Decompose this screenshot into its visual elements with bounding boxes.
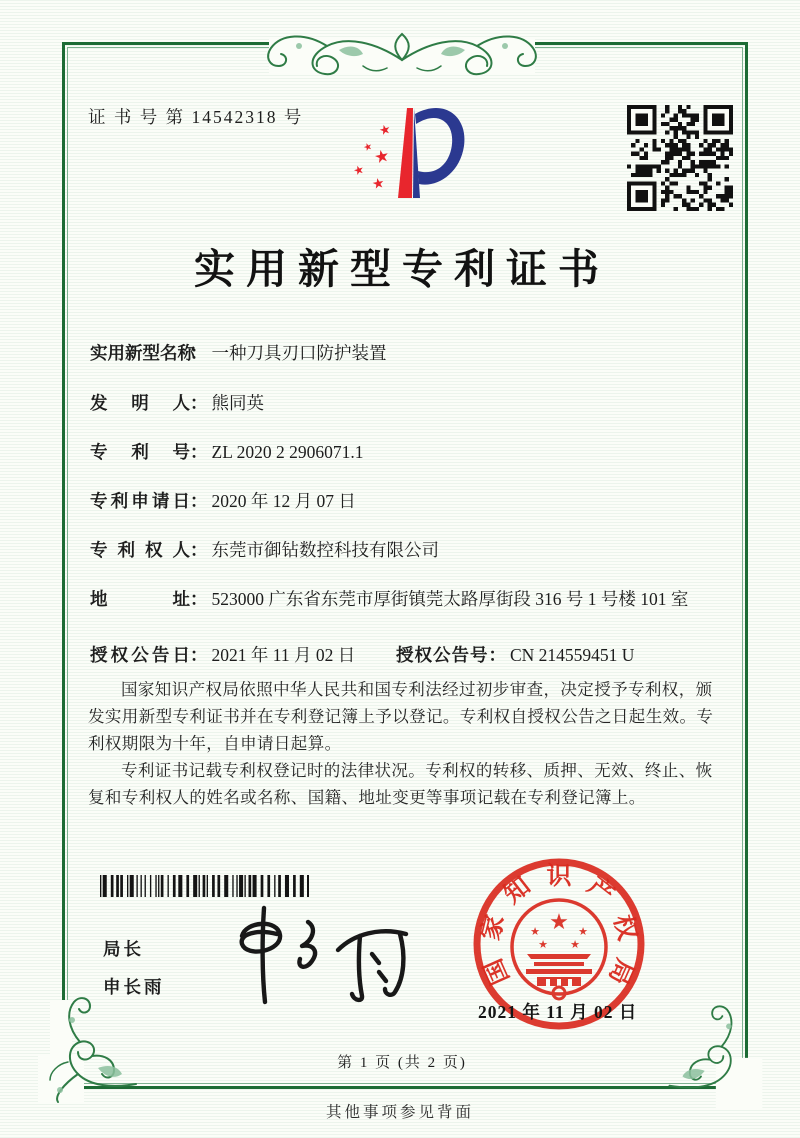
svg-text:知: 知 (499, 872, 536, 910)
svg-text:★: ★ (370, 175, 386, 194)
field-row-patent-number: 专利号： ZL 2020 2 2906071.1 (90, 441, 722, 465)
officer-name: 申长雨 (103, 977, 165, 997)
svg-text:局: 局 (603, 954, 639, 989)
certificate-title: 实用新型专利证书 (194, 246, 610, 292)
cnipa-logo (336, 94, 484, 218)
legal-text (88, 676, 714, 811)
logo-red-nib (398, 108, 413, 198)
field-value: ZL 2020 2 2906071.1 (211, 442, 364, 462)
field-label: 地址 (90, 589, 190, 609)
field-row-address: 地址： 523000 广东省东莞市厚街镇莞太路厚街段 316 号 1 号楼 101 室 (90, 588, 722, 612)
svg-text:家: 家 (477, 912, 510, 944)
svg-text:★: ★ (372, 145, 392, 169)
field-row-filing-date: 专利申请日： 2020 年 12 月 07 日 (90, 490, 722, 514)
svg-text:识: 识 (546, 863, 572, 890)
field-label: 授权公告号 (396, 645, 489, 665)
border-flourish-top-icon (243, 22, 561, 86)
svg-text:★: ★ (578, 925, 588, 938)
field-row-grant: 授权公告日： 2021 年 11 月 02 日 授权公告号： CN 214559451 U (90, 644, 722, 668)
director-signature (212, 896, 420, 1016)
field-value: 一种刀具刃口防护装置 (211, 343, 387, 363)
svg-text:国: 国 (479, 954, 515, 989)
svg-text:★: ★ (538, 938, 548, 951)
field-row-name: 实用新型名称： 一种刀具刃口防护装置 (90, 342, 722, 366)
svg-text:★: ★ (377, 121, 393, 140)
field-row-patentee: 专利权人： 东莞市御钻数控科技有限公司 (90, 539, 722, 563)
logo-stars (351, 122, 392, 193)
officer-title: 局长 (103, 939, 144, 959)
svg-text:权: 权 (608, 912, 641, 944)
field-label: 实用新型名称 (90, 343, 195, 363)
qr-code (627, 105, 733, 211)
field-label: 专利申请日 (90, 491, 190, 511)
field-value: 熊同英 (211, 393, 264, 413)
page-indicator: 第 1 页 (共 2 页) (337, 1055, 467, 1071)
grant-number-pair: 授权公告号： CN 214559451 U (396, 644, 634, 668)
field-value: CN 214559451 U (510, 645, 635, 665)
field-label: 专利权人 (90, 540, 190, 560)
seal-date: 2021 年 11 月 02 日 (478, 1002, 638, 1022)
legal-paragraph: 专利证书记载专利权登记时的法律状况。专利权的转移、质押、无效、终止、恢复和专利权人的姓名或名称、国籍、地址变更等事项记载在专利登记簿上。 (88, 761, 713, 808)
svg-text:★: ★ (530, 925, 540, 938)
field-row-inventor: 发明人： 熊同英 (90, 392, 722, 416)
certificate-number: 证 书 号 第 14542318 号 (88, 107, 304, 127)
field-value: 2020 年 12 月 07 日 (211, 491, 356, 511)
svg-text:★: ★ (549, 910, 569, 935)
barcode (100, 875, 310, 897)
field-value: 523000 广东省东莞市厚街镇莞太路厚街段 316 号 1 号楼 101 室 (211, 589, 689, 609)
svg-text:★: ★ (351, 161, 367, 179)
svg-text:产: 产 (582, 872, 619, 910)
field-label: 授权公告日 (90, 645, 190, 665)
back-note: 其他事项参见背面 (325, 1104, 474, 1121)
field-value: 东莞市御钻数控科技有限公司 (211, 540, 439, 560)
svg-text:★: ★ (362, 140, 375, 155)
logo-blue-bowl (415, 108, 464, 185)
svg-text:★: ★ (570, 938, 580, 951)
field-label: 专利号 (90, 442, 190, 462)
field-value: 2021 年 11 月 02 日 (211, 645, 356, 665)
seal-national-emblem (512, 900, 606, 999)
border-flourish-bottom-left-icon (38, 992, 142, 1104)
legal-paragraph: 国家知识产权局依照中华人民共和国专利法经过初步审查，决定授予专利权，颁发实用新型专利证书并在专利登记簿上予以登记。专利权自授权公告之日起生效。专利权期限为十年，自申请日起算。 (88, 680, 714, 754)
field-label: 发明人 (90, 393, 190, 413)
